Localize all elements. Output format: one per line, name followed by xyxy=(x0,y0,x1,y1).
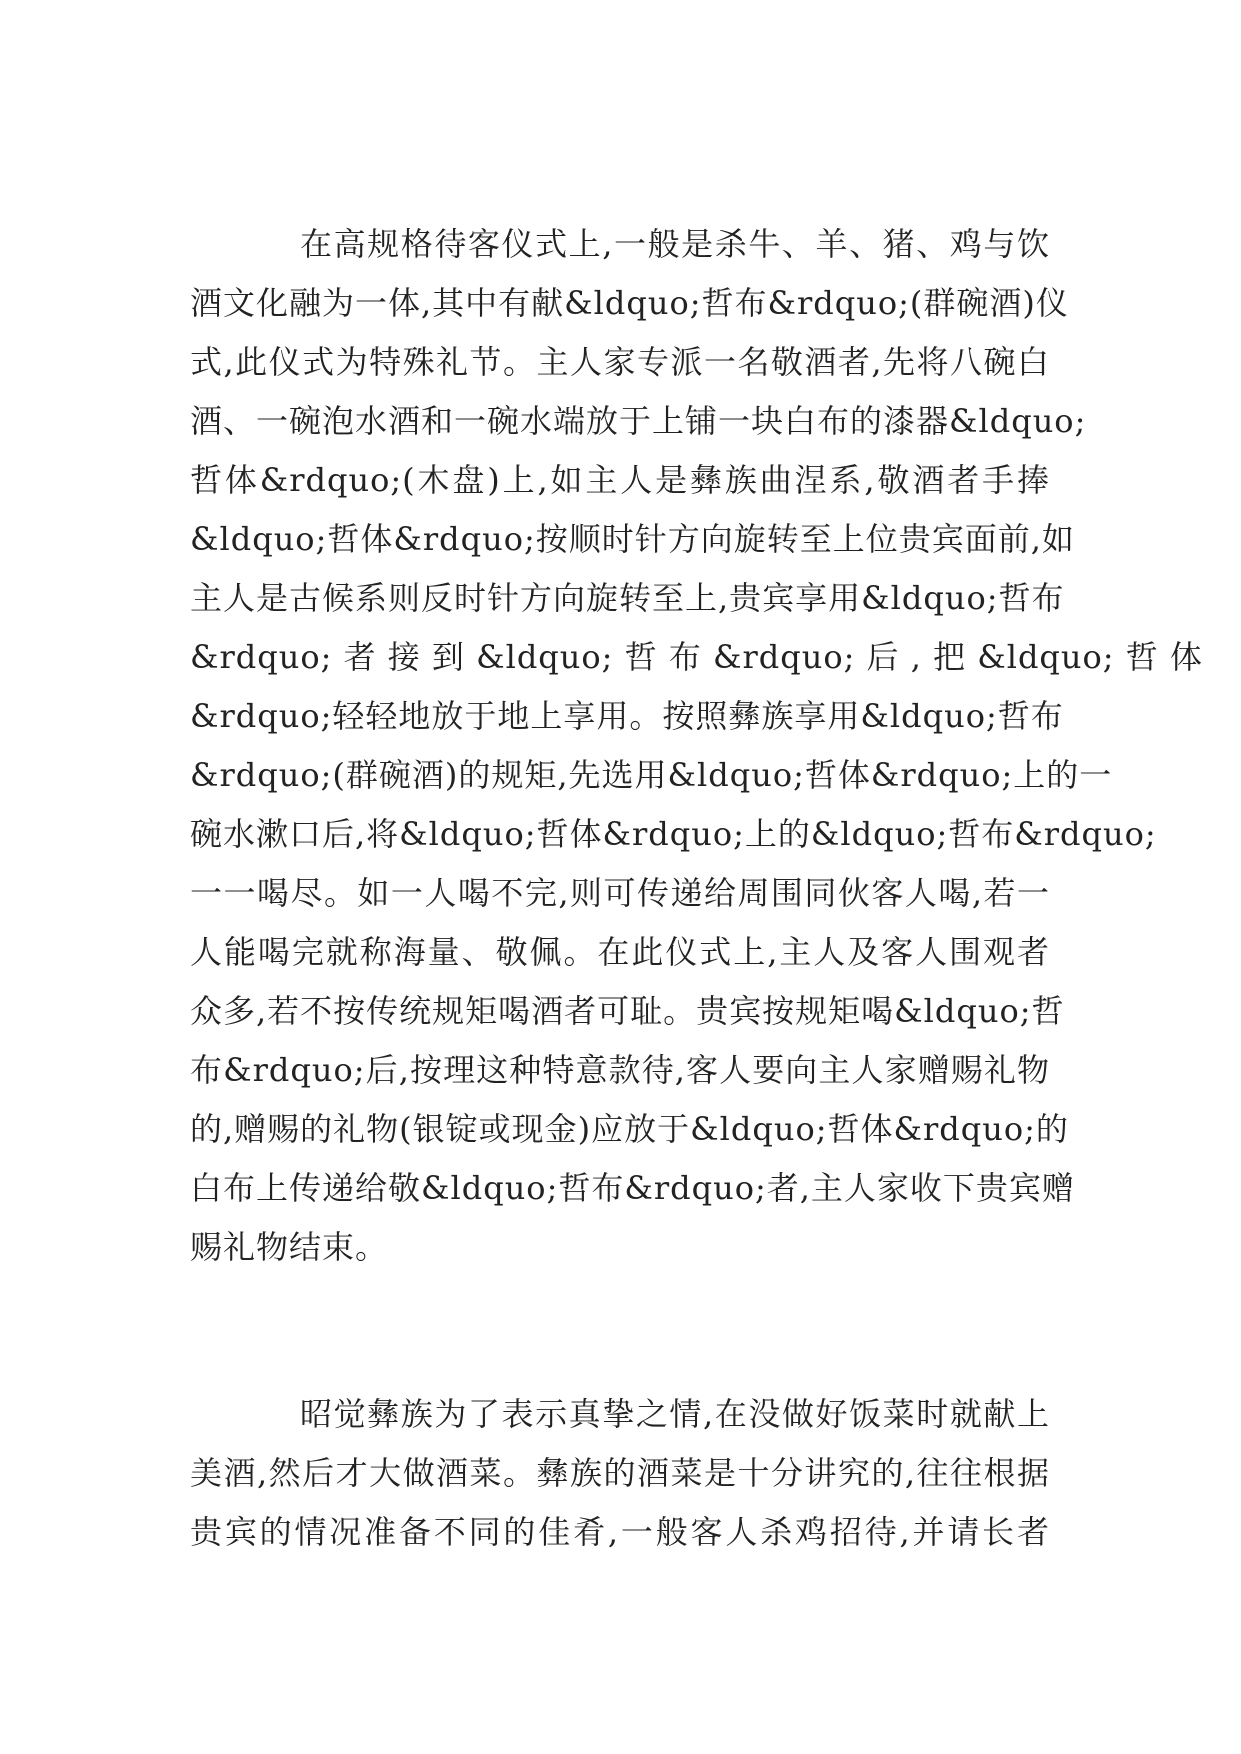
text-line: 赐礼物结束。 xyxy=(190,1228,389,1266)
paragraph-dishes xyxy=(190,1385,1050,1562)
text-line: 贵宾的情况准备不同的佳肴,一般客人杀鸡招待,并请长者 xyxy=(190,1513,1050,1551)
text-line: 主人是古候系则反时针方向旋转至上,贵宾享用&ldquo;哲布 xyxy=(190,579,1065,617)
text-line: 酒文化融为一体,其中有献&ldquo;哲布&rdquo;(群碗酒)仪 xyxy=(190,284,1069,322)
text-line: 哲体&rdquo;(木盘)上,如主人是彝族曲涅系,敬酒者手捧 xyxy=(190,461,1050,499)
text-line: 酒、一碗泡水酒和一碗水端放于上铺一块白布的漆器&ldquo; xyxy=(190,402,1087,440)
text-line: &rdquo;(群碗酒)的规矩,先选用&ldquo;哲体&rdquo;上的一 xyxy=(190,756,1113,794)
text-line: 白布上传递给敬&ldquo;哲布&rdquo;者,主人家收下贵宾赠 xyxy=(190,1169,1075,1207)
text-line: 一一喝尽。如一人喝不完,则可传递给周围同伙客人喝,若一 xyxy=(190,874,1050,912)
text-line: &ldquo;哲体&rdquo;按顺时针方向旋转至上位贵宾面前,如 xyxy=(190,520,1075,558)
text-line: 众多,若不按传统规矩喝酒者可耻。贵宾按规矩喝&ldquo;哲 xyxy=(190,992,1065,1030)
text-line: 美酒,然后才大做酒菜。彝族的酒菜是十分讲究的,往往根据 xyxy=(190,1454,1050,1492)
text-line: 昭觉彝族为了表示真挚之情,在没做好饭菜时就献上 xyxy=(300,1395,1050,1433)
text-line: 在高规格待客仪式上,一般是杀牛、羊、猪、鸡与饮 xyxy=(300,225,1050,263)
text-line: 布&rdquo;后,按理这种特意款待,客人要向主人家赠赐礼物 xyxy=(190,1051,1050,1089)
text-line: &rdquo; 者 接 到 &ldquo; 哲 布 &rdquo; 后 , 把 &ldquo; 哲 体 xyxy=(190,638,1203,676)
text-line: 的,赠赐的礼物(银锭或现金)应放于&ldquo;哲体&rdquo;的 xyxy=(190,1110,1069,1148)
paragraph-toast-ritual xyxy=(190,215,1203,1277)
text-line: 碗水漱口后,将&ldquo;哲体&rdquo;上的&ldquo;哲布&rdquo; xyxy=(190,815,1157,853)
text-line: 人能喝完就称海量、敬佩。在此仪式上,主人及客人围观者 xyxy=(190,933,1050,971)
text-line: 式,此仪式为特殊礼节。主人家专派一名敬酒者,先将八碗白 xyxy=(190,343,1050,381)
text-line: &rdquo;轻轻地放于地上享用。按照彝族享用&ldquo;哲布 xyxy=(190,697,1064,735)
